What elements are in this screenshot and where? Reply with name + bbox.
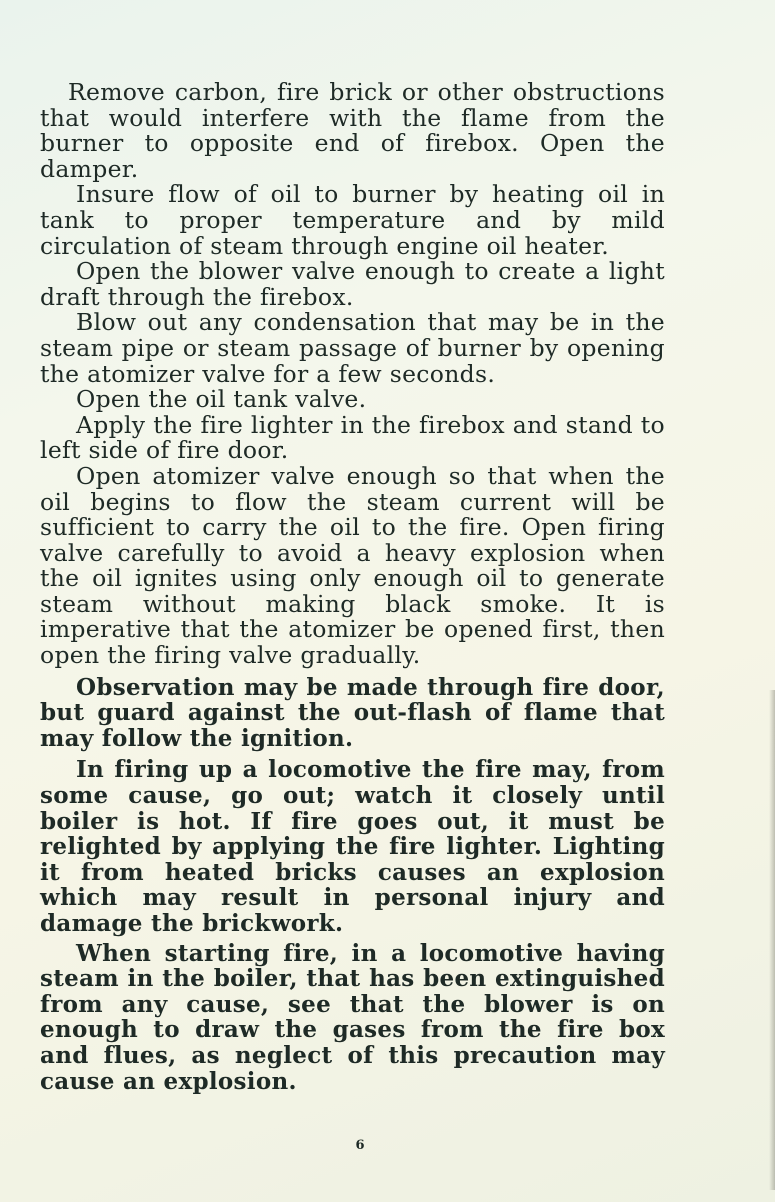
paragraph-blow-out-condensation: Blow out any condensation that may be in the steam pipe or steam passage of burner by opening the atomizer valve for a few seconds. [40,308,665,388]
paragraph-fire-goes-out: In firing up a locomotive the fire may, from some cause, go out; watch it closely until boiler is hot. If fire goes out, it must be relighted by applying the fire lighter. Lighting it from heated bricks causes an explosion which may result in personal injury and damage the brickwork. [40,756,665,937]
paragraph-open-oil-tank: Open the oil tank valve. [76,385,367,414]
paragraph-insure-oil-flow: Insure flow of oil to burner by heating oil in tank to proper temperature and by mild circulation of steam through engine oil heater. [40,180,665,260]
page-edge-shadow [769,690,775,1190]
paragraph-observation-warning: Observation may be made through fire door, but guard against the out-flash of flame that may follow the ignition. [40,673,665,752]
paragraph-apply-fire-lighter: Apply the fire lighter in the firebox and stand to left side of fire door. [40,410,665,465]
paragraph-starting-fire-with-steam: When starting fire, in a locomotive having steam in the boiler, that has been extinguished from any cause, see that the blower is on enough to draw the gases from the fire box and flues, as neglect of this precaution may cause an explosion. [40,939,665,1095]
paragraph-open-atomizer: Open atomizer valve enough so that when the oil begins to flow the steam current will be sufficient to carry the oil to the fire. Open firing valve carefully to avoid a heavy explosion when the oil ignites using only enough oil to generate steam without making black smoke. It is imperative that the atomizer be opened first, then open the firing valve gradually. [40,461,665,670]
paragraph-open-blower: Open the blower valve enough to create a light draft through the firebox. [40,257,665,311]
paragraph-remove-obstructions: Remove carbon, fire brick or other obstructions that would interfere with the flame from the burner to opposite end of firebox. Open the damper. [40,78,665,183]
page-body-text [40,80,665,1094]
page-number: 6 [355,1138,365,1153]
